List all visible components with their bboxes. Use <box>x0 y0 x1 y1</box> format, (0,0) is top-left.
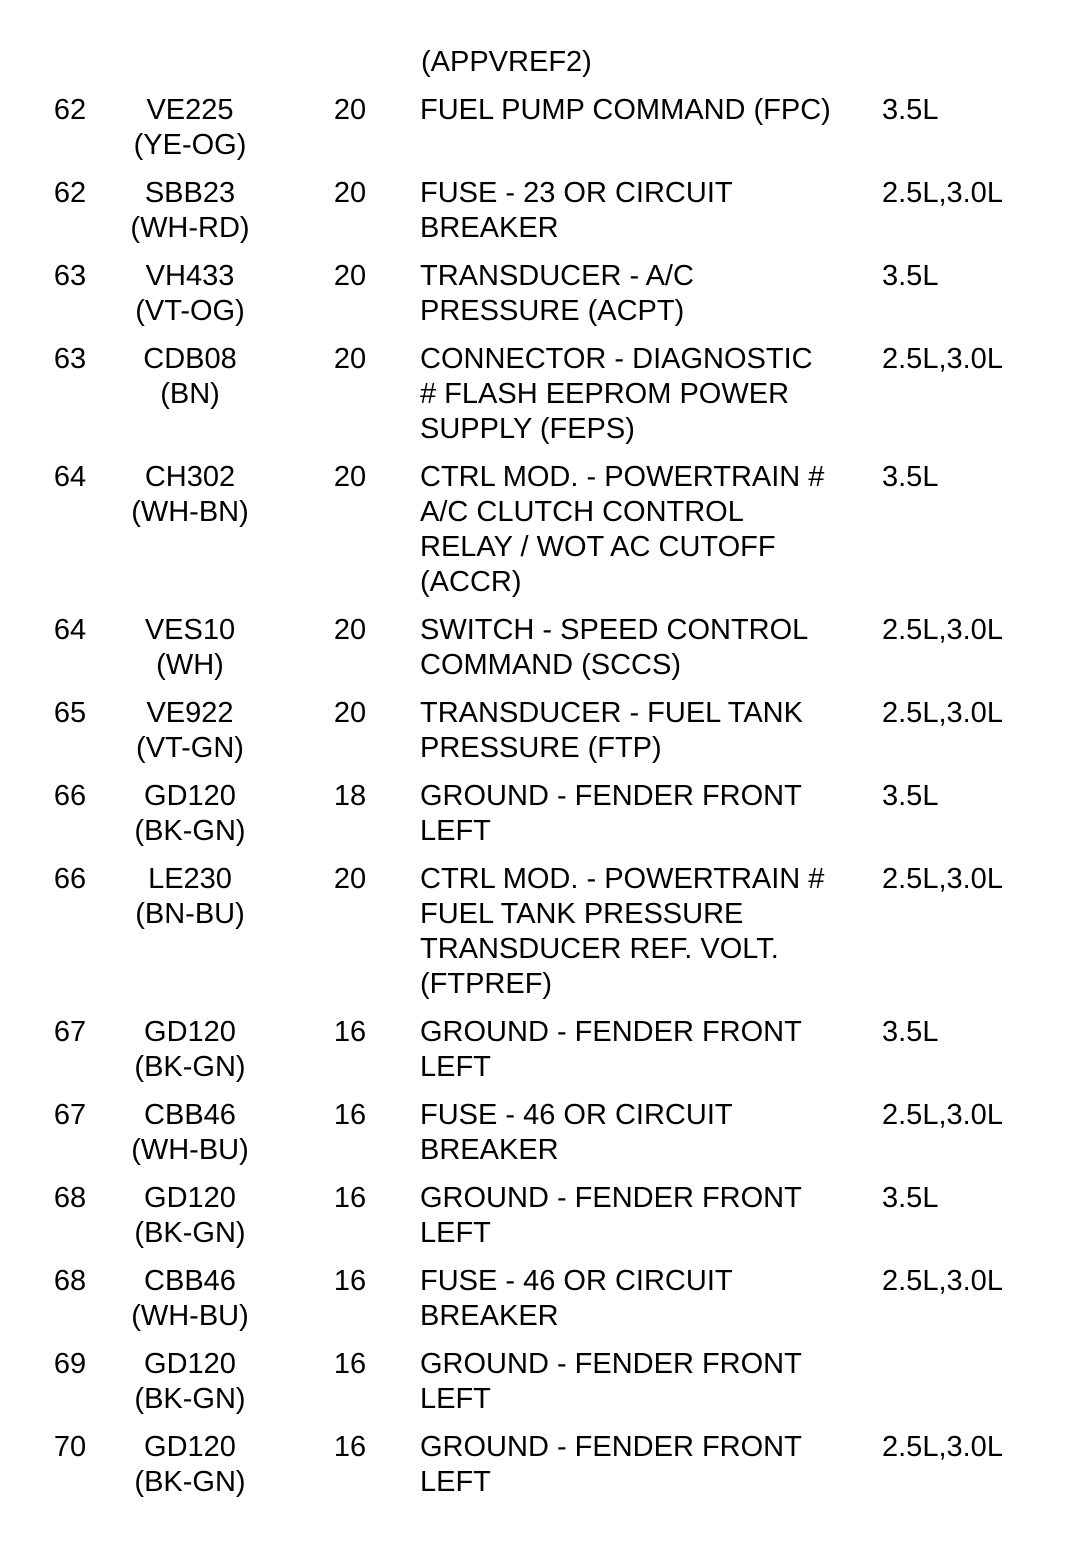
wire-gauge: 16 <box>333 1016 367 1048</box>
circuit-description: GROUND - FENDER FRONT LEFT <box>420 780 802 847</box>
wire-color: (WH-BN) <box>131 496 249 528</box>
wire-gauge: 20 <box>333 260 367 292</box>
wire-gauge: 20 <box>333 461 367 493</box>
circuit-id: GD120 <box>144 1348 236 1380</box>
wire-gauge: 18 <box>333 780 367 812</box>
continued-description: (APPVREF2) <box>421 46 592 78</box>
circuit-id: CBB46 <box>144 1265 236 1297</box>
circuit-description: CTRL MOD. - POWERTRAIN # A/C CLUTCH CONTROL RELAY / WOT AC CUTOFF (ACCR) <box>420 461 825 598</box>
pinout-table <box>40 93 1050 1513</box>
wire-color: (WH) <box>156 649 224 681</box>
pinout-table-body <box>40 93 1050 1513</box>
engine-applicability: 2.5L,3.0L <box>882 1431 1003 1463</box>
pin-number: 68 <box>53 1182 87 1214</box>
pin-number: 70 <box>53 1431 87 1463</box>
wire-gauge: 16 <box>333 1182 367 1214</box>
circuit-description: FUSE - 46 OR CIRCUIT BREAKER <box>420 1099 733 1166</box>
circuit-description: GROUND - FENDER FRONT LEFT <box>420 1348 802 1415</box>
circuit-description: GROUND - FENDER FRONT LEFT <box>420 1182 802 1249</box>
table-row <box>40 1015 1050 1098</box>
engine-applicability: 2.5L,3.0L <box>882 343 1003 375</box>
pin-number: 63 <box>53 260 87 292</box>
circuit-id: LE230 <box>148 863 232 895</box>
wire-color: (VT-OG) <box>135 295 245 327</box>
table-row <box>40 1181 1050 1264</box>
wire-gauge: 16 <box>333 1431 367 1463</box>
wire-color: (BK-GN) <box>134 815 246 847</box>
engine-applicability: 3.5L <box>882 260 939 292</box>
table-row <box>40 613 1050 696</box>
engine-applicability: 3.5L <box>882 780 939 812</box>
wire-color: (BK-GN) <box>134 1466 246 1498</box>
engine-applicability: 2.5L,3.0L <box>882 1099 1003 1131</box>
wire-color: (WH-BU) <box>131 1300 249 1332</box>
wire-gauge: 16 <box>333 1265 367 1297</box>
engine-applicability: 2.5L,3.0L <box>882 177 1003 209</box>
circuit-id: VH433 <box>145 260 235 292</box>
circuit-cell <box>100 259 280 342</box>
pin-number: 67 <box>53 1099 87 1131</box>
wire-color: (BK-GN) <box>134 1051 246 1083</box>
table-row <box>40 93 1050 176</box>
circuit-description: FUSE - 23 OR CIRCUIT BREAKER <box>420 177 733 244</box>
circuit-description: TRANSDUCER - FUEL TANK PRESSURE (FTP) <box>420 697 803 764</box>
circuit-id: CH302 <box>144 461 236 493</box>
table-row <box>40 1347 1050 1430</box>
wire-color: (BK-GN) <box>134 1217 246 1249</box>
circuit-description: FUSE - 46 OR CIRCUIT BREAKER <box>420 1265 733 1332</box>
circuit-cell <box>100 1347 280 1430</box>
wire-gauge: 20 <box>333 614 367 646</box>
wire-color: (VT-GN) <box>136 732 244 764</box>
table-row <box>40 342 1050 460</box>
circuit-cell <box>100 1181 280 1264</box>
circuit-description: GROUND - FENDER FRONT LEFT <box>420 1016 802 1083</box>
engine-applicability: 3.5L <box>882 1016 939 1048</box>
pin-number: 69 <box>53 1348 87 1380</box>
table-row <box>40 176 1050 259</box>
engine-applicability: 2.5L,3.0L <box>882 1265 1003 1297</box>
wire-gauge: 20 <box>333 94 367 126</box>
wire-gauge: 16 <box>333 1348 367 1380</box>
wire-color: (WH-BU) <box>131 1134 249 1166</box>
engine-applicability: 2.5L,3.0L <box>882 614 1003 646</box>
engine-applicability: 2.5L,3.0L <box>882 697 1003 729</box>
circuit-id: VES10 <box>144 614 236 646</box>
circuit-description: FUEL PUMP COMMAND (FPC) <box>420 94 831 126</box>
circuit-id: VE922 <box>146 697 234 729</box>
circuit-cell <box>100 613 280 696</box>
circuit-id: GD120 <box>144 1182 236 1214</box>
wire-color: (WH-RD) <box>130 212 250 244</box>
circuit-cell <box>100 342 280 460</box>
circuit-cell <box>100 93 280 176</box>
circuit-id: GD120 <box>144 1431 236 1463</box>
table-row <box>40 779 1050 862</box>
circuit-id: CBB46 <box>144 1099 236 1131</box>
circuit-description: SWITCH - SPEED CONTROL COMMAND (SCCS) <box>420 614 809 681</box>
circuit-cell <box>100 779 280 862</box>
circuit-id: GD120 <box>144 780 236 812</box>
circuit-cell <box>100 1098 280 1181</box>
pin-number: 66 <box>53 780 87 812</box>
pin-number: 64 <box>53 614 87 646</box>
pin-number: 64 <box>53 461 87 493</box>
pin-number: 68 <box>53 1265 87 1297</box>
table-row <box>40 862 1050 1015</box>
circuit-id: VE225 <box>146 94 234 126</box>
engine-applicability: 3.5L <box>882 1182 939 1214</box>
circuit-id: CDB08 <box>143 343 237 375</box>
engine-applicability <box>882 1347 1050 1430</box>
circuit-id: GD120 <box>144 1016 236 1048</box>
circuit-description: GROUND - FENDER FRONT LEFT <box>420 1431 802 1498</box>
circuit-description: CTRL MOD. - POWERTRAIN # FUEL TANK PRESSURE TRANSDUCER REF. VOLT. (FTPREF) <box>420 863 825 1000</box>
pin-number: 62 <box>53 177 87 209</box>
table-row <box>40 1098 1050 1181</box>
table-row <box>40 1430 1050 1513</box>
circuit-id: SBB23 <box>144 177 236 209</box>
wire-gauge: 16 <box>333 1099 367 1131</box>
table-row <box>40 696 1050 779</box>
pin-number: 66 <box>53 863 87 895</box>
pin-number: 67 <box>53 1016 87 1048</box>
pin-number: 63 <box>53 343 87 375</box>
circuit-cell <box>100 176 280 259</box>
wire-gauge: 20 <box>333 697 367 729</box>
circuit-description: TRANSDUCER - A/C PRESSURE (ACPT) <box>420 260 694 327</box>
circuit-cell <box>100 1430 280 1513</box>
engine-applicability: 3.5L <box>882 94 939 126</box>
table-row <box>40 259 1050 342</box>
wire-gauge: 20 <box>333 177 367 209</box>
table-row <box>40 460 1050 613</box>
engine-applicability: 3.5L <box>882 461 939 493</box>
wire-color: (BK-GN) <box>134 1383 246 1415</box>
circuit-description: CONNECTOR - DIAGNOSTIC # FLASH EEPROM POWER SUPPLY (FEPS) <box>420 343 813 445</box>
wire-gauge: 20 <box>333 343 367 375</box>
circuit-cell <box>100 696 280 779</box>
circuit-cell <box>100 460 280 613</box>
pin-number: 62 <box>53 94 87 126</box>
table-row <box>40 1264 1050 1347</box>
circuit-cell <box>100 1264 280 1347</box>
pin-number: 65 <box>53 697 87 729</box>
wire-color: (BN) <box>160 378 220 410</box>
wire-gauge: 20 <box>333 863 367 895</box>
circuit-cell <box>100 862 280 1015</box>
wire-color: (YE-OG) <box>133 129 247 161</box>
circuit-cell <box>100 1015 280 1098</box>
wire-color: (BN-BU) <box>135 898 245 930</box>
engine-applicability: 2.5L,3.0L <box>882 863 1003 895</box>
